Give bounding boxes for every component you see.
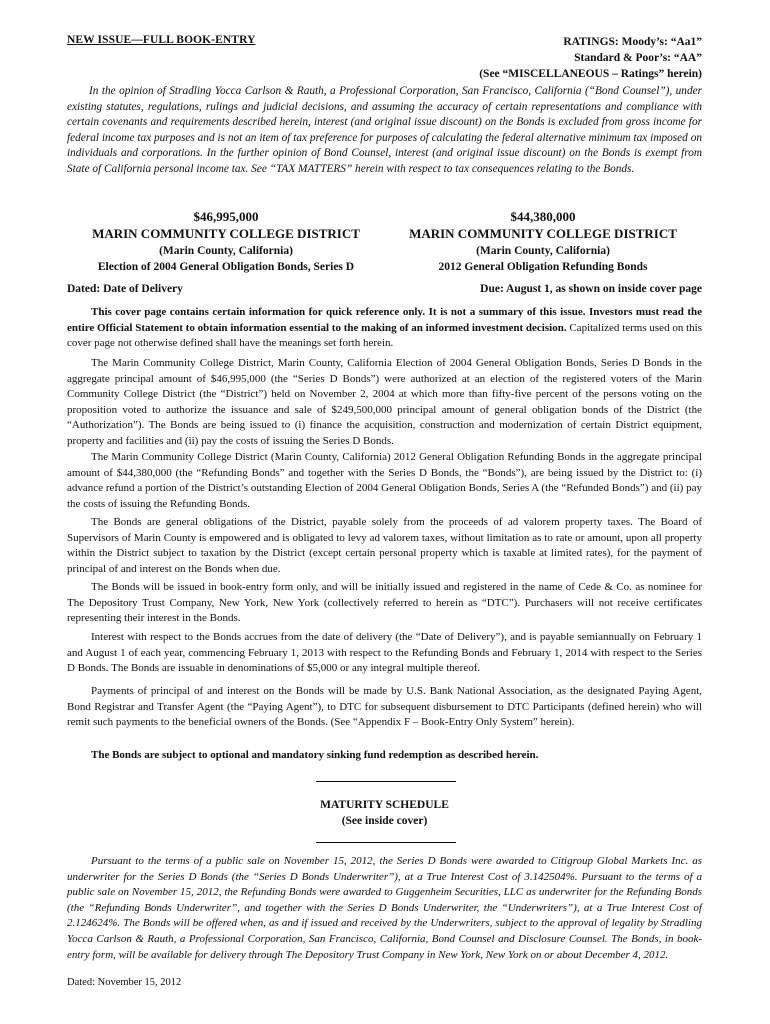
maturity-schedule-block <box>67 797 702 829</box>
series-d-issue-block <box>67 208 385 275</box>
series-d-district: MARIN COMMUNITY COLLEGE DISTRICT <box>92 226 360 241</box>
maturity-bottom-divider <box>316 842 456 843</box>
maturity-top-divider <box>316 781 456 782</box>
ratings-block <box>479 34 702 82</box>
payments-paragraph: Payments of principal of and interest on the Bonds will be made by U.S. Bank National Association, as the designated Paying Agent, Bond Registrar and Transfer Agent (the “Paying Agent”), to DTC for subsequent disbursement to DTC Participants (defined herein) who will remit such payments to the beneficial owners of the Bonds. (See “Appendix F – Book-Entry Only System” herein). <box>67 685 702 729</box>
refunding-issue-block <box>384 208 702 275</box>
refunding-title: 2012 General Obligation Refunding Bonds <box>438 261 648 273</box>
refunding-amount: $44,380,000 <box>510 209 576 224</box>
redemption-paragraph: The Bonds are subject to optional and mandatory sinking fund redemption as described herein. <box>91 749 539 761</box>
maturity-schedule-subtitle: (See inside cover) <box>341 815 428 827</box>
ratings-reference: (See “MISCELLANEOUS – Ratings” herein) <box>479 68 702 80</box>
statement-date: Dated: November 15, 2012 <box>67 977 182 988</box>
public-sale-paragraph: Pursuant to the terms of a public sale on November 15, 2012, the Series D Bonds were awarded to Citigroup Global Markets Inc. as underwriter for the Series D Bonds (the “Series D Bonds Underwriter”), at a True Interest Cost of 3.142504%. Pursuant to the terms of a public sale on November 15, 2012, the Refunding Bonds were awarded to Guggenheim Securities, LLC as underwriter for the Refunding Bonds (the “Refunding Bonds Underwriter”, and together with the Series D Bonds Underwriter, the “Underwriters”), at a True Interest Cost of 2.124624%. The Bonds will be offered when, as and if issued and received by the Underwriters, subject to the approval of legality by Stradling Yocca Carlson & Rauth, a Professional Corporation, San Francisco, California, Bond Counsel and Disclosure Counsel. The Bonds, in book-entry form, will be available for delivery through The Depository Trust Company in New York, New York on or about December 4, 2012. <box>67 855 702 961</box>
maturity-schedule-title: MATURITY SCHEDULE <box>320 799 449 811</box>
series-d-county: (Marin County, California) <box>159 245 293 257</box>
issue-type-heading: NEW ISSUE—FULL BOOK-ENTRY <box>67 34 256 46</box>
quick-reference-bold: This cover page contains certain information for quick reference only. It is not a summary of this issue. Investors must read the entire Official Statement to obtain information essential to the making of an informed investment decision. <box>67 306 702 334</box>
bond-counsel-opinion: In the opinion of Stradling Yocca Carlson & Rauth, a Professional Corporation, San Francisco, California (“Bond Counsel”), under existing statutes, regulations, rulings and judicial decisions, and assuming the accuracy of certain representations and compliance with certain covenants and requirements described herein, interest (and original issue discount) on the Bonds is excluded from gross income for federal income tax purposes and is not an item of tax preference for purposes of calculating the federal alternative minimum tax imposed on individuals and corporations. In the further opinion of Bond Counsel, interest (and original issue discount) on the Bonds is exempt from State of California personal income tax. See “TAX MATTERS” herein with respect to tax consequences relating to the Bonds. <box>67 85 702 175</box>
quick-reference-rest: Capitalized terms used on this cover page not otherwise defined shall have the meanings set forth herein. <box>67 321 702 350</box>
series-d-authorization-paragraph: The Marin Community College District, Marin County, California Election of 2004 General Obligation Bonds, Series D Bonds in the aggregate principal amount of $46,995,000 (the “Series D Bonds”) were authorized at an election of the registered voters of the Marin Community College District (the “District”) held on November 2, 2004 at which more than fifty-five percent of the persons voting on the proposition voted to authorize the issuance and sale of $249,500,000 principal amount of general obligation bonds of the District (the “Authorization”). The Bonds are being issued to (i) finance the acquisition, construction and modernization of certain District equipment, property and facilities and (ii) pay the costs of issuing the Series D Bonds. <box>67 357 702 447</box>
quick-reference-paragraph <box>67 305 702 352</box>
ratings-sp: Standard & Poor’s: “AA” <box>574 52 702 64</box>
refunding-bonds-paragraph: The Marin Community College District (Marin County, California) 2012 General Obligation Refunding Bonds in the aggregate principal amount of $44,380,000 (the “Refunding Bonds” and together with the Series D Bonds, the “Bonds”), are being issued by the District to: (i) advance refund a portion of the District’s outstanding Election of 2004 General Obligation Bonds, Series A (the “Refunded Bonds”) and (ii) pay the costs of issuing the Refunding Bonds. <box>67 451 702 510</box>
series-d-title: Election of 2004 General Obligation Bonds, Series D <box>97 261 355 273</box>
general-obligation-paragraph: The Bonds are general obligations of the District, payable solely from the proceeds of ad valorem property taxes. The Board of Supervisors of Marin County is empowered and is obligated to levy ad valorem taxes, without limitation as to rate or amount, upon all property within the District subject to taxation by the District (except certain personal property which is taxable at limited rates), for the payment of principal of and interest on the Bonds when due. <box>67 516 702 575</box>
refunding-district: MARIN COMMUNITY COLLEGE DISTRICT <box>409 226 677 241</box>
interest-paragraph: Interest with respect to the Bonds accrues from the date of delivery (the “Date of Delivery”), and is payable semiannually on February 1 and August 1 of each year, commencing February 1, 2013 with respect to the Refunding Bonds and February 1, 2014 with respect to the Series D Bonds. The Bonds are issuable in denominations of $5,000 or any integral multiple thereof. <box>67 631 702 675</box>
due-line: Due: August 1, as shown on inside cover page <box>480 283 702 295</box>
ratings-moodys: RATINGS: Moody’s: “Aa1” <box>563 36 702 48</box>
refunding-county: (Marin County, California) <box>476 245 610 257</box>
series-d-amount: $46,995,000 <box>193 209 259 224</box>
dated-line: Dated: Date of Delivery <box>67 283 183 295</box>
book-entry-paragraph: The Bonds will be issued in book-entry form only, and will be initially issued and registered in the name of Cede & Co. as nominee for The Depository Trust Company, New York, New York (collectively referred to herein as “DTC”). Purchasers will not receive certificates representing their interest in the Bonds. <box>67 581 702 625</box>
